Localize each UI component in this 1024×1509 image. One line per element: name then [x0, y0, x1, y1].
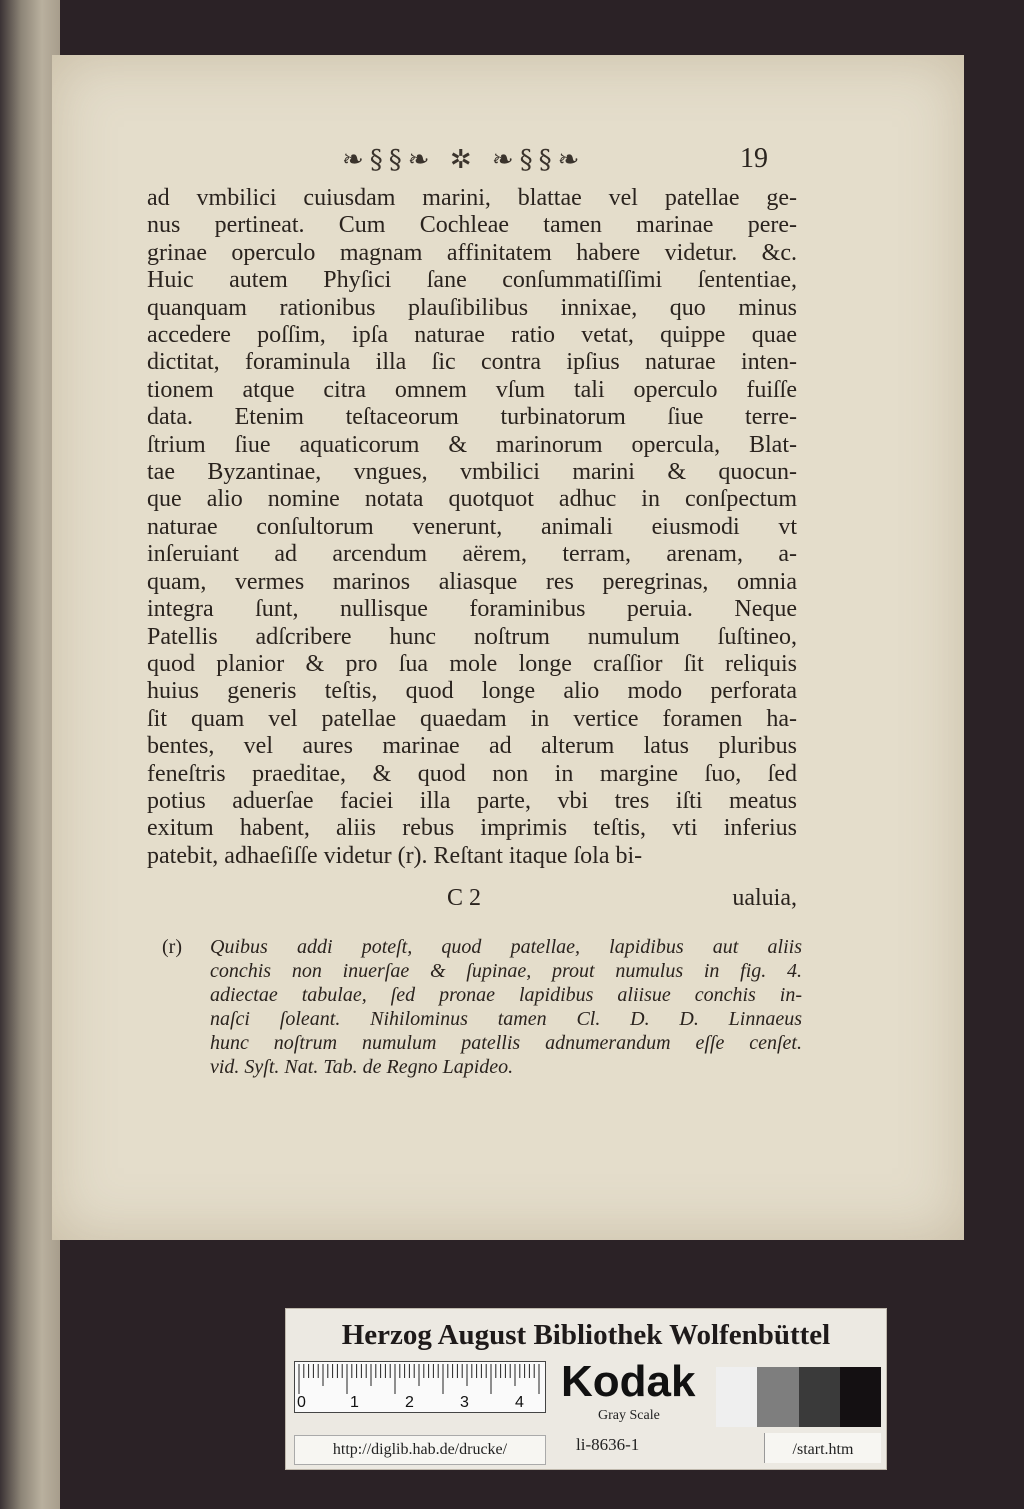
footnote-line: vid. Syſt. Nat. Tab. de Regno Lapideo.	[210, 1056, 514, 1078]
footnote-line: hunc noſtrum numulum patellis adnumerandum eſſe cenſet.	[210, 1032, 802, 1054]
text-line: grinae operculo magnam affinitatem habere videtur. &c.	[147, 239, 797, 266]
text-line: ad vmbilici cuiusdam marini, blattae vel patellae ge-	[147, 185, 797, 211]
text-line: huius generis teſtis, quod longe alio modo perforata	[147, 678, 797, 705]
text-line: potius aduerſae faciei illa parte, vbi tres iſti meatus	[147, 787, 797, 814]
scale-number: 1	[350, 1394, 359, 1411]
gray-scale-label: Gray Scale	[598, 1408, 660, 1423]
scale-number: 0	[297, 1394, 306, 1411]
text-line: ſtrium ſiue aquaticorum & marinorum opercula, Blat-	[147, 431, 797, 458]
footnote	[162, 935, 802, 1079]
text-line: quam, vermes marinos aliasque res peregrinas, omnia	[147, 568, 797, 595]
book-page	[52, 55, 964, 1240]
ruler-scale	[294, 1361, 546, 1413]
shelfmark: li-8636-1	[576, 1435, 640, 1454]
scale-number: 3	[460, 1394, 469, 1411]
color-target-card	[285, 1308, 887, 1470]
footnote-line: adiectae tabulae, ſed pronae lapidibus aliisue conchis in-	[210, 984, 802, 1006]
text-line: nus pertineat. Cum Cochleae tamen marinae pere-	[147, 212, 797, 239]
scale-number: 4	[515, 1394, 524, 1411]
scale-number: 2	[405, 1394, 414, 1411]
catchword: ualuia,	[732, 885, 797, 911]
footnote-line: Quibus addi poteſt, quod patellae, lapidibus aut aliis	[210, 936, 802, 958]
gray-scale-steps	[716, 1367, 881, 1427]
footnote-body	[210, 935, 802, 1079]
text-line: que alio nomine notata quotquot adhuc in conſpectum	[147, 486, 797, 513]
header-ornament: ❧§§❧ ✲ ❧§§❧	[342, 145, 586, 175]
library-title: Herzog August Bibliothek Wolfenbüttel	[341, 1319, 831, 1351]
ruler-ticks	[295, 1362, 545, 1394]
footnote-line: conchis non inuerſae & ſupinae, prout numulus in fig. 4.	[210, 960, 802, 982]
url-left: http://diglib.hab.de/drucke/	[294, 1435, 546, 1465]
text-line: patebit, adhaeſiſſe videtur (r). Reſtant itaque ſola bi-	[147, 842, 643, 869]
text-line: quod planior & pro ſua mole longe craſſior ſit reliquis	[147, 650, 797, 677]
body-text	[147, 185, 797, 870]
text-line: bentes, vel aures marinae ad alterum latus pluribus	[147, 733, 797, 760]
text-line: tionem atque citra omnem vſum tali operculo fuiſſe	[147, 376, 797, 403]
text-line: quanquam rationibus plauſibilibus innixae, quo minus	[147, 294, 797, 321]
gray-step	[716, 1367, 757, 1427]
page-number: 19	[740, 143, 768, 174]
signature-line	[147, 885, 797, 915]
book-edge	[0, 0, 60, 1509]
url-right: /start.htm	[764, 1433, 881, 1463]
gray-step	[799, 1367, 840, 1427]
footnote-label: (r)	[162, 936, 182, 958]
text-line: naturae conſultorum venerunt, animali eiusmodi vt	[147, 513, 797, 540]
footnote-line: naſci ſoleant. Nihilominus tamen Cl. D. D. Linnaeus	[210, 1008, 802, 1030]
signature-mark: C 2	[447, 885, 482, 911]
page-header	[52, 143, 964, 183]
text-line: inſeruiant ad arcendum aërem, terram, arenam, a-	[147, 541, 797, 568]
gray-step	[840, 1367, 881, 1427]
text-line: integra ſunt, nullisque foraminibus peruia. Neque	[147, 596, 797, 623]
text-line: dictitat, foraminula illa ſic contra ipſius naturae inten-	[147, 349, 797, 376]
gray-step	[757, 1367, 798, 1427]
text-line: exitum habent, aliis rebus imprimis teſtis, vti inferius	[147, 815, 797, 842]
text-line: feneſtris praeditae, & quod non in margine ſuo, ſed	[147, 760, 797, 787]
text-line: Huic autem Phyſici ſane conſummatiſſimi ſententiae,	[147, 267, 797, 294]
text-line: tae Byzantinae, vngues, vmbilici marini & quocun-	[147, 459, 797, 486]
text-line: ſit quam vel patellae quaedam in vertice foramen ha-	[147, 705, 797, 732]
text-line: accedere poſſim, ipſa naturae ratio vetat, quippe quae	[147, 322, 797, 349]
kodak-logo: Kodak	[561, 1357, 696, 1406]
text-line: data. Etenim teſtaceorum turbinatorum ſiue terre-	[147, 404, 797, 431]
text-line: Patellis adſcribere hunc noſtrum numulum ſuſtineo,	[147, 623, 797, 650]
